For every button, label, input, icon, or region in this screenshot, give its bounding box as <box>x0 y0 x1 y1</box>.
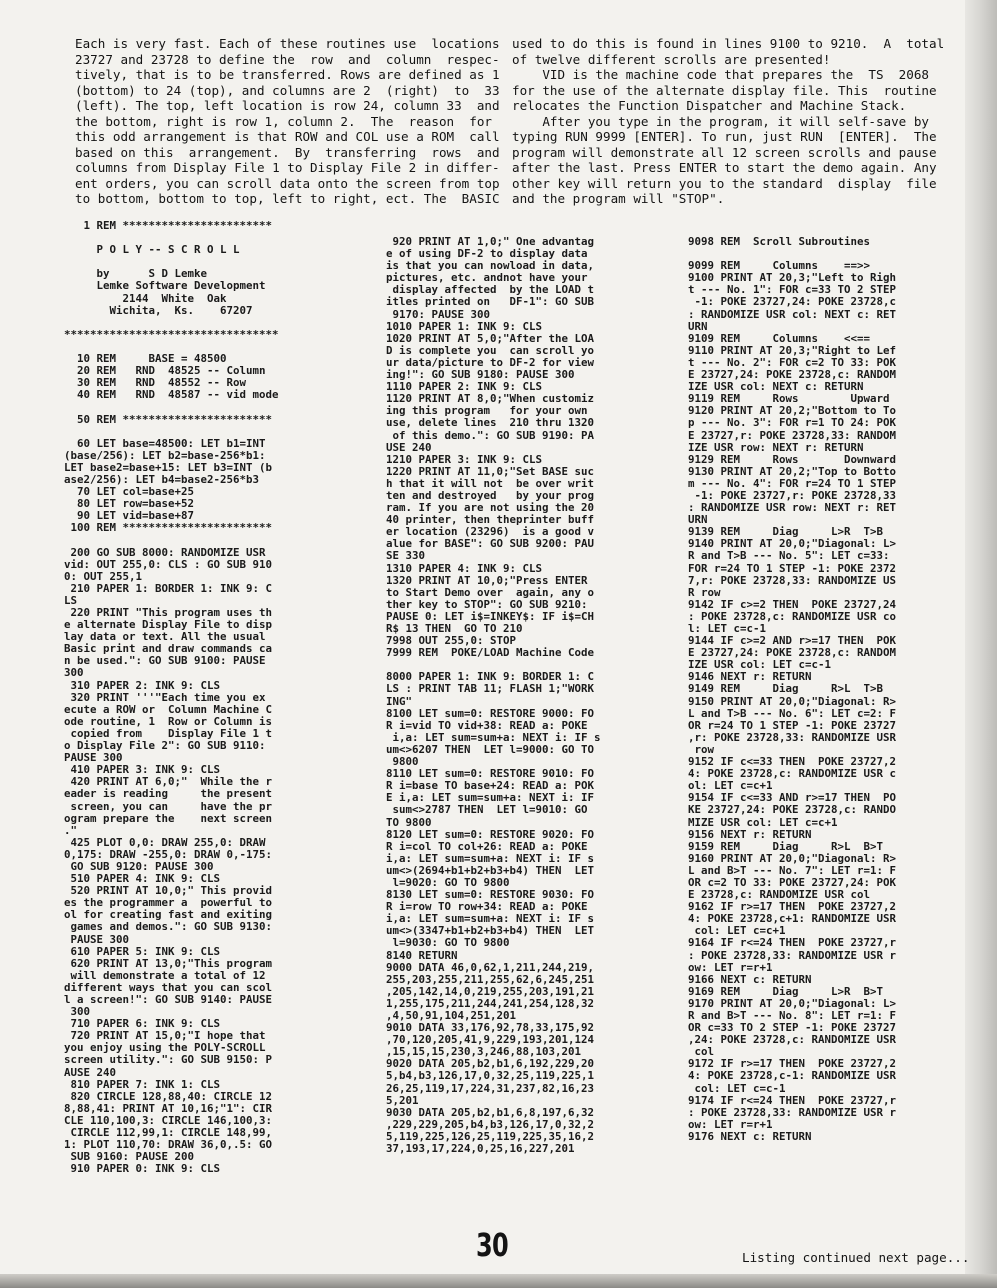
article-text-left: Each is very fast. Each of these routines use locations 23727 and 23728 to define the row and column respec- tively, that is to be transferred. Rows are defined as 1 (bottom) to 24 (top), and columns are 2 (right) to 33 (left). The top, left location is row 24, column 33 and the bottom, right is row 1, column 2. The reason for this odd arrangement is that ROW and COL use a ROM call based on this arrangement. By transferring rows and columns from Display File 1 to Display File 2 in differ- ent orders, you can scroll data onto the screen from top to bottom, bottom to top, left to right, ect. The BASIC <box>75 36 500 206</box>
program-listing-column-3: 9098 REM Scroll Subroutines 9099 REM Columns ==>> 9100 PRINT AT 20,3;"Left to Righ t --- No. 1": FOR c=33 TO 2 STEP -1: POKE 23727,24: POKE 23728,c : RANDOMIZE USR col: NEXT c: RET URN 9109 REM Columns <<== 9110 PRINT AT 20,3;"Right to Lef t --- No. 2": FOR c=2 TO 33: POK E 23727,24: POKE 23728,c: RANDOM IZE USR col: NEXT c: RETURN 9119 REM Rows Upward 9120 PRINT AT 20,2;"Bottom to To p --- No. 3": FOR r=1 TO 24: POK E 23727,r: POKE 23728,33: RANDOM IZE USR row: NEXT r: RETURN 9129 REM Rows Downward 9130 PRINT AT 20,2;"Top to Botto m --- No. 4": FOR r=24 TO 1 STEP -1: POKE 23727,r: POKE 23728,33 : RANDOMIZE USR row: NEXT r: RET URN 9139 REM Diag L>R T>B 9140 PRINT AT 20,0;"Diagonal: L> R and T>B --- No. 5": LET c=33: FOR r=24 TO 1 STEP -1: POKE 2372 7,r: POKE 23728,33: RANDOMIZE US R row 9142 IF c>=2 THEN POKE 23727,24 : POKE 23728,c: RANDOMIZE USR co l: LET c=c-1 9144 IF c>=2 AND r>=17 THEN POK E 23727,24: POKE 23728,c: RANDOM IZE USR col: LET c=c-1 9146 NEXT r: RETURN 9149 REM Diag R>L T>B 9150 PRINT AT 20,0;"Diagonal: R> L and T>B --- No. 6": LET c=2: F OR r=24 TO 1 STEP -1: POKE 23727 ,r: POKE 23728,33: RANDOMIZE USR row 9152 IF c<=33 THEN POKE 23727,2 4: POKE 23728,c: RANDOMIZE USR c ol: LET c=c+1 9154 IF c<=33 AND r>=17 THEN PO KE 23727,24: POKE 23728,c: RANDO MIZE USR col: LET c=c+1 9156 NEXT r: RETURN 9159 REM Diag R>L B>T 9160 PRINT AT 20,0;"Diagonal: R> L and B>T --- No. 7": LET r=1: F OR c=2 TO 33: POKE 23727,24: POK E 23728,c: RANDOMIZE USR col 9162 IF r>=17 THEN POKE 23727,2 4: POKE 23728,c+1: RANDOMIZE USR col: LET c=c+1 9164 IF r<=24 THEN POKE 23727,r : POKE 23728,33: RANDOMIZE USR r ow: LET r=r+1 9166 NEXT c: RETURN 9169 REM Diag L>R B>T 9170 PRINT AT 20,0;"Diagonal: L> R and B>T --- No. 8": LET r=1: F OR c=33 TO 2 STEP -1: POKE 23727 ,24: POKE 23728,c: RANDOMIZE USR col 9172 IF r>=17 THEN POKE 23727,2 4: POKE 23728,c-1: RANDOMIZE USR col: LET c=c-1 9174 IF r<=24 THEN POKE 23727,r : POKE 23728,33: RANDOMIZE USR r ow: LET r=r+1 9176 NEXT c: RETURN <box>688 235 897 1143</box>
page-number: 30 <box>476 1226 508 1264</box>
page-bottom-edge <box>0 1274 997 1288</box>
page-spine-shadow <box>965 0 997 1288</box>
continued-note: Listing continued next page... <box>742 1250 970 1265</box>
program-listing-column-2: 920 PRINT AT 1,0;" One advantag e of using DF-2 to display data is that you can nowload in data, pictures, etc. andnot have your display affected by the LOAD t itles printed on DF-1": GO SUB 9170: PAUSE 300 1010 PAPER 1: INK 9: CLS 1020 PRINT AT 5,0;"After the LOA D is complete you can scroll yo ur data/picture to DF-2 for view ing!": GO SUB 9180: PAUSE 300 1110 PAPER 2: INK 9: CLS 1120 PRINT AT 8,0;"When customiz ing this program for your own use, delete lines 210 thru 1320 of this demo.": GO SUB 9190: PA USE 240 1210 PAPER 3: INK 9: CLS 1220 PRINT AT 11,0;"Set BASE suc h that it will not be over writ ten and destroyed by your prog ram. If you are not using the 20 40 printer, then theprinter buff er location (23296) is a good v alue for BASE": GO SUB 9200: PAU SE 330 1310 PAPER 4: INK 9: CLS 1320 PRINT AT 10,0;"Press ENTER to Start Demo over again, any o ther key to STOP": GO SUB 9210: PAUSE 0: LET i$=INKEY$: IF i$=CH R$ 13 THEN GO TO 210 7998 OUT 255,0: STOP 7999 REM POKE/LOAD Machine Code 8000 PAPER 1: INK 9: BORDER 1: C LS : PRINT TAB 11; FLASH 1;"WORK ING" 8100 LET sum=0: RESTORE 9000: FO R i=vid TO vid+38: READ a: POKE i,a: LET sum=sum+a: NEXT i: IF s um<>6207 THEN LET l=9000: GO TO 9800 8110 LET sum=0: RESTORE 9010: FO R i=base TO base+24: READ a: POK E i,a: LET sum=sum+a: NEXT i: IF sum<>2787 THEN LET l=9010: GO TO 9800 8120 LET sum=0: RESTORE 9020: FO R i=col TO col+26: READ a: POKE i,a: LET sum=sum+a: NEXT i: IF s um<>(2694+b1+b2+b3+b4) THEN LET l=9020: GO TO 9800 8130 LET sum=0: RESTORE 9030: FO R i=row TO row+34: READ a: POKE i,a: LET sum=sum+a: NEXT i: IF s um<>(3347+b1+b2+b3+b4) THEN LET l=9030: GO TO 9800 8140 RETURN 9000 DATA 46,0,62,1,211,244,219, 255,203,255,211,255,62,6,245,251 ,205,142,14,0,219,255,203,191,21 1,255,175,211,244,241,254,128,32 ,4,50,91,104,251,201 9010 DATA 33,176,92,78,33,175,92 ,70,120,205,41,9,229,193,201,124 ,15,15,15,230,3,246,88,103,201 9020 DATA 205,b2,b1,6,192,229,20 5,b4,b3,126,17,0,32,25,119,225,1 26,25,119,17,224,31,237,82,16,23 5,201 9030 DATA 205,b2,b1,6,8,197,6,32 ,229,229,205,b4,b3,126,17,0,32,2 5,119,225,126,25,119,225,35,16,2 37,193,17,224,0,25,16,227,201 <box>386 235 601 1156</box>
article-text-right: used to do this is found in lines 9100 to 9210. A total of twelve different scrolls are presented! VID is the machine code that prepares the TS 2068 for the use of the alternate display file. This routine relocates the Function Dispatcher and Machine Stack. After you type in the program, it will self-save by typing RUN 9999 [ENTER]. To run, just RUN [ENTER]. The program will demonstrate all 12 screen scrolls and pause after the last. Press ENTER to start the demo again. Any other key will return you to the standard display file and the program will "STOP". <box>512 36 945 206</box>
program-listing-column-1: 1 REM *********************** P O L Y -- S C R O L L by S D Lemke Lemke Software Development 2144 White Oak Wichita, Ks. 67207 ********************************* 10 REM BASE = 48500 20 REM RND 48525 -- Column 30 REM RND 48552 -- Row 40 REM RND 48587 -- vid mode 50 REM *********************** 60 LET base=48500: LET b1=INT (base/256): LET b2=base-256*b1: LET base2=base+15: LET b3=INT (b ase2/256): LET b4=base2-256*b3 70 LET col=base+25 80 LET row=base+52 90 LET vid=base+87 100 REM *********************** 200 GO SUB 8000: RANDOMIZE USR vid: OUT 255,0: CLS : GO SUB 910 0: OUT 255,1 210 PAPER 1: BORDER 1: INK 9: C LS 220 PRINT "This program uses th e alternate Display File to disp lay data or text. All the usual Basic print and draw commands ca n be used.": GO SUB 9100: PAUSE 300 310 PAPER 2: INK 9: CLS 320 PRINT '''"Each time you ex ecute a ROW or Column Machine C ode routine, 1 Row or Column is copied from Display File 1 t o Display File 2": GO SUB 9110: PAUSE 300 410 PAPER 3: INK 9: CLS 420 PRINT AT 6,0;" While the r eader is reading the present screen, you can have the pr ogram prepare the next screen ." 425 PLOT 0,0: DRAW 255,0: DRAW 0,175: DRAW -255,0: DRAW 0,-175: GO SUB 9120: PAUSE 300 510 PAPER 4: INK 9: CLS 520 PRINT AT 10,0;" This provid es the programmer a powerful to ol for creating fast and exiting games and demos.": GO SUB 9130: PAUSE 300 610 PAPER 5: INK 9: CLS 620 PRINT AT 13,0;"This program will demonstrate a total of 12 different ways that you can scol l a screen!": GO SUB 9140: PAUSE 300 710 PAPER 6: INK 9: CLS 720 PRINT AT 15,0;"I hope that you enjoy using the POLY-SCROLL screen utility.": GO SUB 9150: P AUSE 240 810 PAPER 7: INK 1: CLS 820 CIRCLE 128,88,40: CIRCLE 12 8,88,41: PRINT AT 10,16;"1": CIR CLE 110,100,3: CIRCLE 146,100,3: CIRCLE 112,99,1: CIRCLE 148,99, 1: PLOT 110,70: DRAW 36,0,.5: GO SUB 9160: PAUSE 200 910 PAPER 0: INK 9: CLS <box>64 219 279 1176</box>
